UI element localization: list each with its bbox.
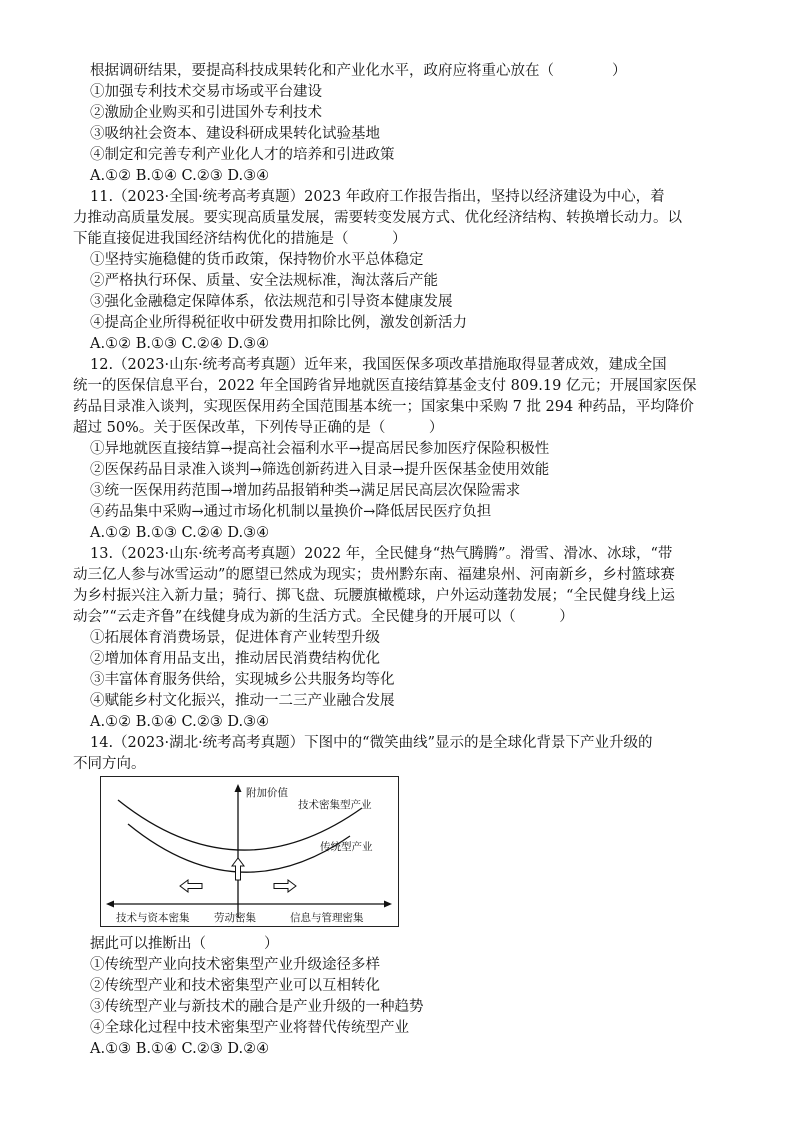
intro-option-1: ①加强专利技术交易市场或平台建设: [90, 84, 322, 100]
q14-option-3: ③传统型产业与新技术的融合是产业升级的一种趋势: [90, 999, 424, 1015]
q12-option-1: ①异地就医直接结算→提高社会福利水平→提高居民参加医疗保险积极性: [90, 441, 550, 457]
q14-answers: A.①③ B.①④ C.②③ D.②④: [90, 1041, 270, 1057]
q14-stem: 据此可以推断出（ ）: [90, 936, 279, 952]
q14-option-4: ④全球化过程中技术密集型产业将替代传统型产业: [90, 1020, 409, 1036]
q12-answers: A.①② B.①③ C.②④ D.③④: [90, 525, 270, 541]
q13-option-4: ④赋能乡村文化振兴，推动一二三产业融合发展: [90, 693, 395, 709]
q14-line-1: 14.（2023·湖北·统考高考真题）下图中的“微笑曲线”显示的是全球化背景下产业升级的: [90, 735, 653, 751]
q13-line-4: 动会”“云走齐鲁”在线健身成为新的生活方式。全民健身的开展可以（ ）: [73, 609, 574, 625]
q14-option-2: ②传统型产业和技术密集型产业可以互相转化: [90, 978, 380, 994]
q13-option-2: ②增加体育用品支出，推动居民消费结构优化: [90, 651, 380, 667]
q11-option-4: ④提高企业所得税征收中研发费用扣除比例，激发创新活力: [90, 315, 467, 331]
q12-line-4: 超过 50%。关于医保改革，下列传导正确的是（ ）: [73, 420, 444, 436]
q13-option-3: ③丰富体育服务供给，实现城乡公共服务均等化: [90, 672, 395, 688]
q12-line-2: 统一的医保信息平台，2022 年全国跨省异地就医直接结算基金支付 809.19 亿元；开展国家医保: [73, 378, 697, 394]
q12-option-3: ③统一医保用药范围→增加药品报销种类→满足居民高层次保险需求: [90, 483, 521, 499]
curve-upper-label: 技术密集型产业: [298, 799, 372, 811]
q13-line-3: 为乡村振兴注入新力量；骑行、掷飞盘、玩腰旗橄榄球，户外运动蓬勃发展；“全民健身线上运: [73, 588, 675, 604]
q14-option-1: ①传统型产业向技术密集型产业升级途径多样: [90, 957, 380, 973]
q11-option-2: ②严格执行环保、质量、安全法规标准，淘汰落后产能: [90, 273, 438, 289]
q13-line-1: 13.（2023·山东·统考高考真题）2022 年，全民健身“热气腾腾”。滑雪、滑冰、冰球，“带: [90, 546, 673, 562]
intro-option-2: ②激励企业购买和引进国外专利技术: [90, 105, 322, 121]
intro-option-4: ④制定和完善专利产业化人才的培养和引进政策: [90, 147, 395, 163]
q14-line-2: 不同方向。: [73, 756, 146, 772]
q11-line-3: 下能直接促进我国经济结构优化的措施是（ ）: [73, 231, 407, 247]
y-axis-label: 附加价值: [246, 787, 288, 799]
q13-option-1: ①拓展体育消费场景，促进体育产业转型升级: [90, 630, 380, 646]
curve-lower-label: 传统型产业: [320, 841, 373, 853]
smile-curve-figure: [100, 776, 400, 928]
q12-line-3: 药品目录准入谈判，实现医保用药全国范围基本统一；国家集中采购 7 批 294 种药品，平均降价: [73, 399, 694, 415]
q11-option-1: ①坚持实施稳健的货币政策，保持物价水平总体稳定: [90, 252, 424, 268]
x-left-label: 技术与资本密集: [116, 912, 190, 924]
q12-option-4: ④药品集中采购→通过市场化机制以量换价→降低居民医疗负担: [90, 504, 492, 520]
intro-answers: A.①② B.①④ C.②③ D.③④: [90, 168, 270, 184]
intro-option-3: ③吸纳社会资本、建设科研成果转化试验基地: [90, 126, 380, 142]
q11-answers: A.①② B.①③ C.②④ D.③④: [90, 336, 270, 352]
x-right-label: 信息与管理密集: [290, 912, 364, 924]
q11-option-3: ③强化金融稳定保障体系，依法规范和引导资本健康发展: [90, 294, 453, 310]
x-center-label: 劳动密集: [214, 912, 256, 924]
q13-line-2: 动三亿人参与冰雪运动”的愿望已然成为现实；贵州黔东南、福建泉州、河南新乡，乡村篮球赛: [73, 567, 675, 583]
q12-line-1: 12.（2023·山东·统考高考真题）近年来，我国医保多项改革措施取得显著成效，建成全国: [90, 357, 667, 373]
intro-stem: 根据调研结果，要提高科技成果转化和产业化水平，政府应将重心放在（ ）: [90, 63, 627, 79]
q11-line-2: 力推动高质量发展。要实现高质量发展，需要转变发展方式、优化经济结构、转换增长动力。以: [73, 210, 682, 226]
q12-option-2: ②医保药品目录准入谈判→筛选创新药进入目录→提升医保基金使用效能: [90, 462, 550, 478]
q11-line-1: 11.（2023·全国·统考高考真题）2023 年政府工作报告指出，坚持以经济建设为中心，着: [90, 189, 665, 205]
q13-answers: A.①② B.①④ C.②③ D.③④: [90, 714, 270, 730]
